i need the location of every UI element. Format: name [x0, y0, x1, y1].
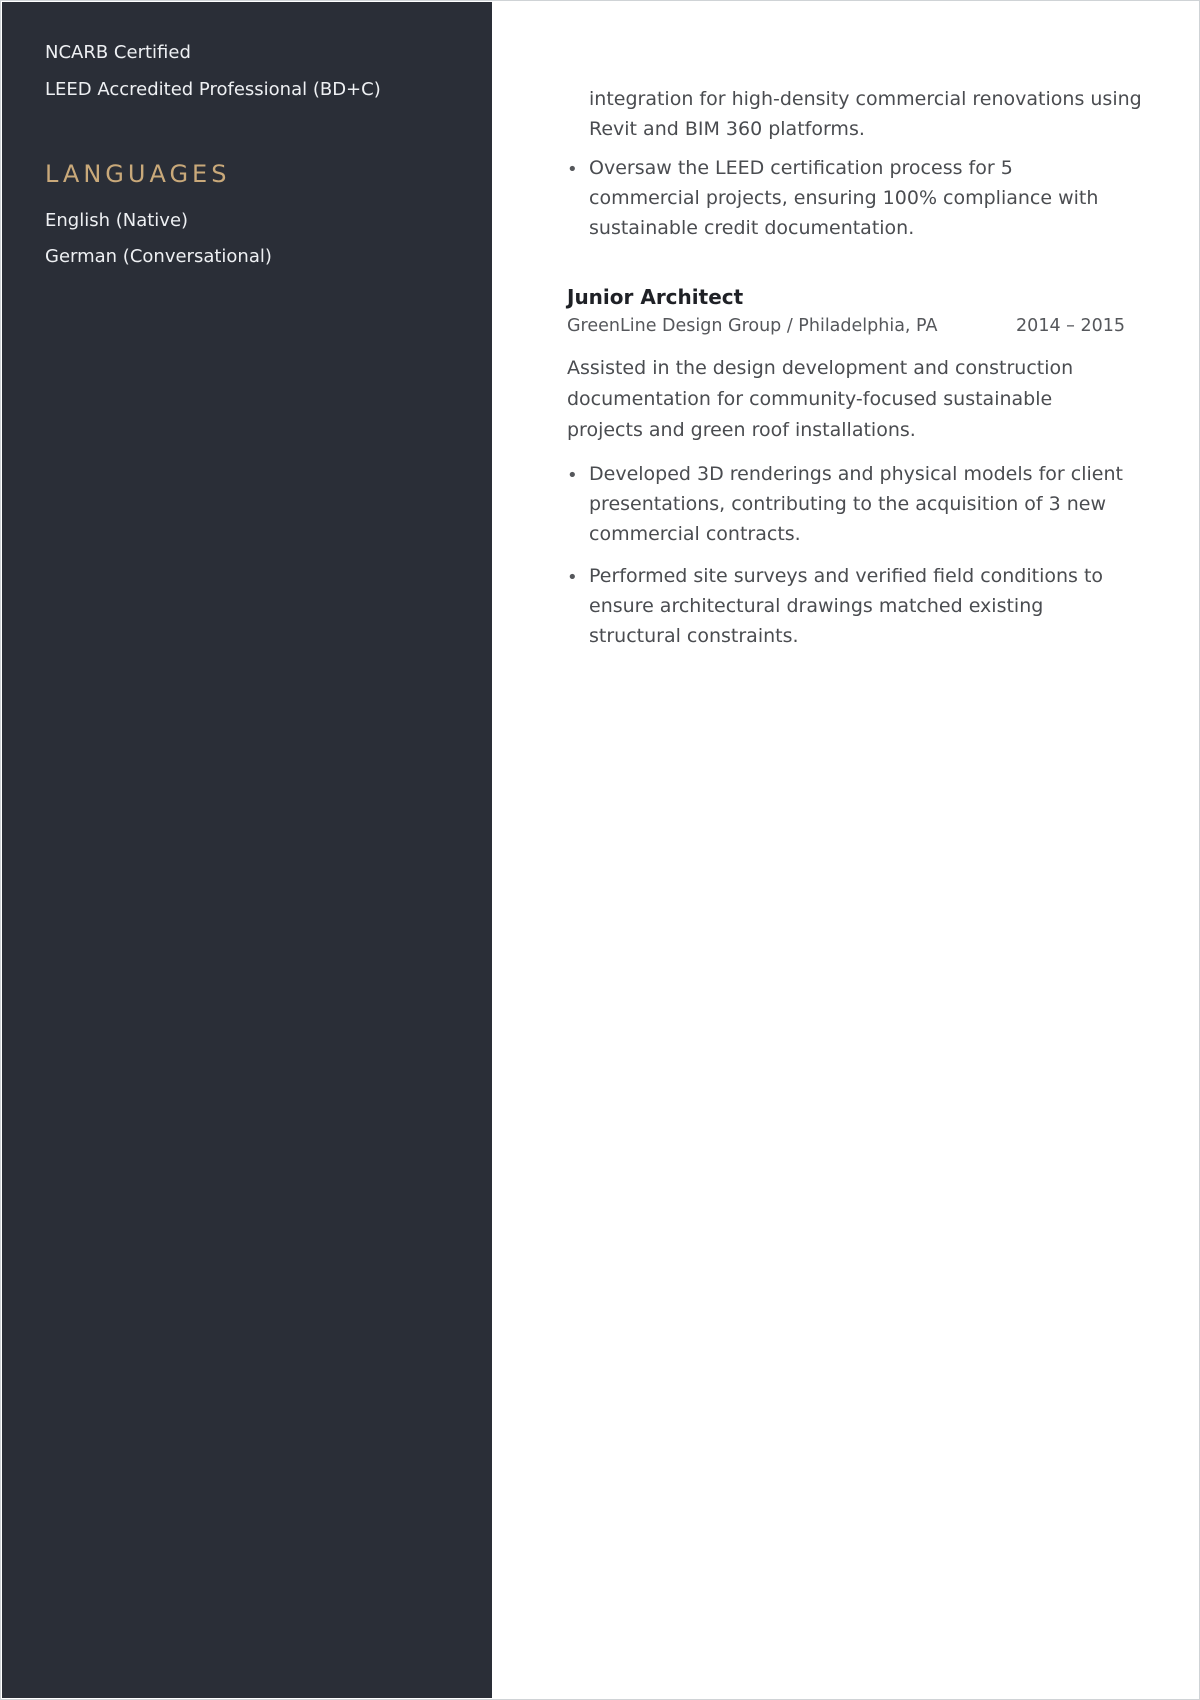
- language-item: German (Conversational): [45, 246, 272, 267]
- bullet-text: Oversaw the LEED certification process for 5 commercial projects, ensuring 100% compliance with sustainable credit documentation.: [589, 157, 1099, 239]
- bullet-icon: •: [567, 465, 578, 486]
- languages-heading: LANGUAGES: [45, 160, 231, 188]
- bullet-text: Performed site surveys and verified field conditions to ensure architectural drawings matched existing structural constraints.: [589, 565, 1104, 647]
- continued-bullet-line: integration for high-density commercial renovations using: [589, 88, 1142, 110]
- bullet-text: Developed 3D renderings and physical models for client presentations, contributing to the acquisition of 3 new commercial contracts.: [589, 463, 1123, 545]
- bullet-icon: •: [567, 567, 578, 588]
- certification-item: NCARB Certified: [45, 42, 191, 63]
- language-item: English (Native): [45, 210, 189, 231]
- bullet-icon: •: [567, 159, 578, 180]
- job-dates: 2014 – 2015: [1016, 316, 1125, 336]
- job-title: Junior Architect: [567, 285, 744, 309]
- sidebar: [2, 2, 492, 1698]
- continued-bullet-line: Revit and BIM 360 platforms.: [589, 118, 865, 140]
- certification-item: LEED Accredited Professional (BD+C): [45, 79, 381, 100]
- job-company: GreenLine Design Group / Philadelphia, PA: [567, 316, 938, 336]
- job-summary: Assisted in the design development and construction documentation for community-focused sustainable projects and green roof installations.: [567, 357, 1074, 441]
